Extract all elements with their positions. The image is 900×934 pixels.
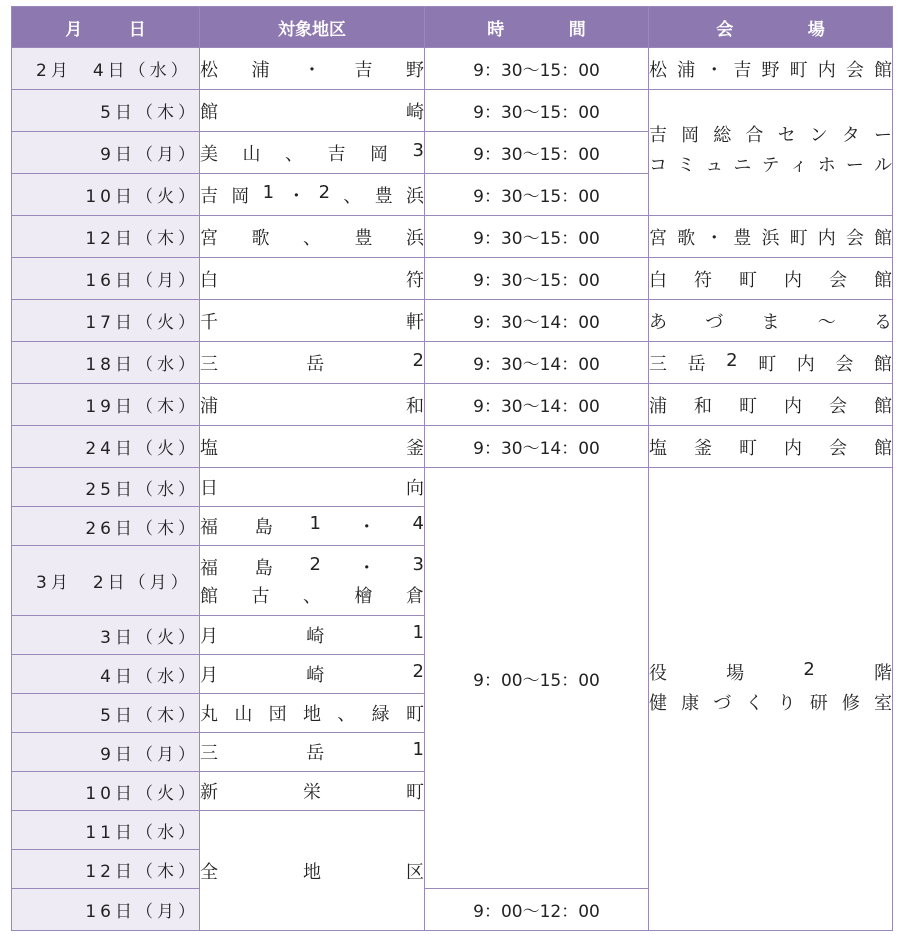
area-cell-merged bbox=[200, 811, 425, 931]
schedule-table bbox=[11, 6, 893, 931]
table-row bbox=[12, 216, 893, 258]
date-cell: 10日（火） bbox=[12, 772, 200, 811]
venue-line: 役 場 2 階 bbox=[649, 659, 892, 684]
venue-text: 浦 和 町 内 会 館 bbox=[649, 395, 892, 417]
venue-text: 白 符 町 内 会 館 bbox=[649, 269, 892, 291]
venue-cell bbox=[649, 426, 893, 468]
venue-text: 宮 歌 ・ 豊 浜 町 内 会 館 bbox=[649, 227, 892, 249]
area-cell bbox=[200, 90, 425, 132]
date-cell: 9日（月） bbox=[12, 733, 200, 772]
time-cell: 9：30〜15：00 bbox=[425, 258, 649, 300]
venue-cell-merged bbox=[649, 90, 893, 216]
area-text: 三 岳 1 bbox=[200, 739, 424, 764]
time-cell: 9：30〜14：00 bbox=[425, 384, 649, 426]
table-row bbox=[12, 468, 893, 507]
area-text: 浦 和 bbox=[200, 395, 424, 417]
area-text: 千 軒 bbox=[200, 311, 424, 333]
area-line: 館 古 、 檜 倉 bbox=[200, 585, 424, 607]
time-cell: 9：30〜14：00 bbox=[425, 300, 649, 342]
venue-text: 塩 釜 町 内 会 館 bbox=[649, 437, 892, 459]
header-time: 時 間 bbox=[425, 7, 649, 48]
area-cell bbox=[200, 546, 425, 616]
venue-text: 三 岳 2 町 内 会 館 bbox=[649, 349, 892, 375]
area-text: 宮 歌 、 豊 浜 bbox=[200, 227, 424, 249]
date-cell: 2月 4日（水） bbox=[12, 48, 200, 90]
area-cell bbox=[200, 507, 425, 546]
date-cell: 4日（水） bbox=[12, 655, 200, 694]
time-cell: 9：30〜15：00 bbox=[425, 48, 649, 90]
area-cell bbox=[200, 616, 425, 655]
header-venue: 会 場 bbox=[649, 7, 893, 48]
date-cell: 19日（木） bbox=[12, 384, 200, 426]
date-cell: 9日（月） bbox=[12, 132, 200, 174]
area-text: 吉 岡 1 ・ 2 、 豊 浜 bbox=[200, 181, 424, 207]
date-cell: 17日（火） bbox=[12, 300, 200, 342]
date-cell: 26日（木） bbox=[12, 507, 200, 546]
time-cell: 9：30〜14：00 bbox=[425, 426, 649, 468]
venue-line: コ ミ ュ ニ テ ィ ホ ー ル bbox=[649, 154, 892, 176]
area-text: 新 栄 町 bbox=[200, 782, 424, 803]
venue-text: あ づ ま 〜 る bbox=[649, 311, 892, 333]
area-cell bbox=[200, 426, 425, 468]
date-cell: 10日（火） bbox=[12, 174, 200, 216]
venue-cell bbox=[649, 216, 893, 258]
area-text: 日 向 bbox=[200, 478, 424, 499]
time-cell: 9：30〜15：00 bbox=[425, 132, 649, 174]
area-cell bbox=[200, 300, 425, 342]
date-cell: 3日（火） bbox=[12, 616, 200, 655]
time-cell: 9：30〜15：00 bbox=[425, 216, 649, 258]
area-cell bbox=[200, 772, 425, 811]
table-row bbox=[12, 300, 893, 342]
header-date: 月 日 bbox=[12, 7, 200, 48]
area-text: 館 崎 bbox=[200, 101, 424, 123]
time-cell: 9：30〜15：00 bbox=[425, 174, 649, 216]
area-cell bbox=[200, 48, 425, 90]
area-cell bbox=[200, 468, 425, 507]
venue-cell bbox=[649, 342, 893, 384]
venue-cell bbox=[649, 384, 893, 426]
table-row bbox=[12, 426, 893, 468]
area-line: 福 島 2 ・ 3 bbox=[200, 553, 424, 579]
table-row bbox=[12, 384, 893, 426]
venue-cell bbox=[649, 258, 893, 300]
venue-cell bbox=[649, 300, 893, 342]
date-cell: 16日（月） bbox=[12, 258, 200, 300]
time-cell-merged: 9：00〜15：00 bbox=[425, 468, 649, 889]
venue-line: 健 康 づ く り 研 修 室 bbox=[649, 693, 892, 714]
table-row bbox=[12, 342, 893, 384]
date-cell: 3月 2日（月） bbox=[12, 546, 200, 616]
area-text: 三 岳 2 bbox=[200, 349, 424, 375]
area-cell bbox=[200, 174, 425, 216]
date-cell: 11日（水） bbox=[12, 811, 200, 850]
area-text: 月 崎 1 bbox=[200, 622, 424, 647]
date-cell: 5日（木） bbox=[12, 694, 200, 733]
area-cell bbox=[200, 132, 425, 174]
header-row bbox=[12, 7, 893, 48]
area-cell bbox=[200, 694, 425, 733]
date-cell: 18日（水） bbox=[12, 342, 200, 384]
venue-cell bbox=[649, 48, 893, 90]
area-cell bbox=[200, 384, 425, 426]
area-text: 白 符 bbox=[200, 269, 424, 291]
area-cell bbox=[200, 733, 425, 772]
time-cell: 9：30〜15：00 bbox=[425, 90, 649, 132]
table-row bbox=[12, 90, 893, 132]
area-cell bbox=[200, 342, 425, 384]
area-text: 福 島 1 ・ 4 bbox=[200, 513, 424, 538]
date-cell: 5日（木） bbox=[12, 90, 200, 132]
date-cell: 16日（月） bbox=[12, 889, 200, 931]
time-cell: 9：00〜12：00 bbox=[425, 889, 649, 931]
time-cell: 9：30〜14：00 bbox=[425, 342, 649, 384]
area-text: 塩 釜 bbox=[200, 437, 424, 459]
table-row bbox=[12, 48, 893, 90]
header-area: 対象地区 bbox=[200, 7, 425, 48]
venue-text: 松 浦 ・ 吉 野 町 内 会 館 bbox=[649, 59, 892, 81]
area-cell bbox=[200, 655, 425, 694]
area-text: 松 浦 ・ 吉 野 bbox=[200, 59, 424, 81]
table-row bbox=[12, 258, 893, 300]
area-text: 丸 山 団 地 、 緑 町 bbox=[200, 704, 424, 725]
area-text: 月 崎 2 bbox=[200, 661, 424, 686]
area-text: 全 地 区 bbox=[200, 861, 424, 883]
area-cell bbox=[200, 258, 425, 300]
date-cell: 12日（木） bbox=[12, 216, 200, 258]
venue-cell-merged bbox=[649, 468, 893, 931]
date-cell: 25日（水） bbox=[12, 468, 200, 507]
area-cell bbox=[200, 216, 425, 258]
date-cell: 24日（火） bbox=[12, 426, 200, 468]
area-text: 美 山 、 吉 岡 3 bbox=[200, 139, 424, 165]
date-cell: 12日（木） bbox=[12, 850, 200, 889]
venue-line: 吉 岡 総 合 セ ン タ ー bbox=[649, 124, 892, 146]
